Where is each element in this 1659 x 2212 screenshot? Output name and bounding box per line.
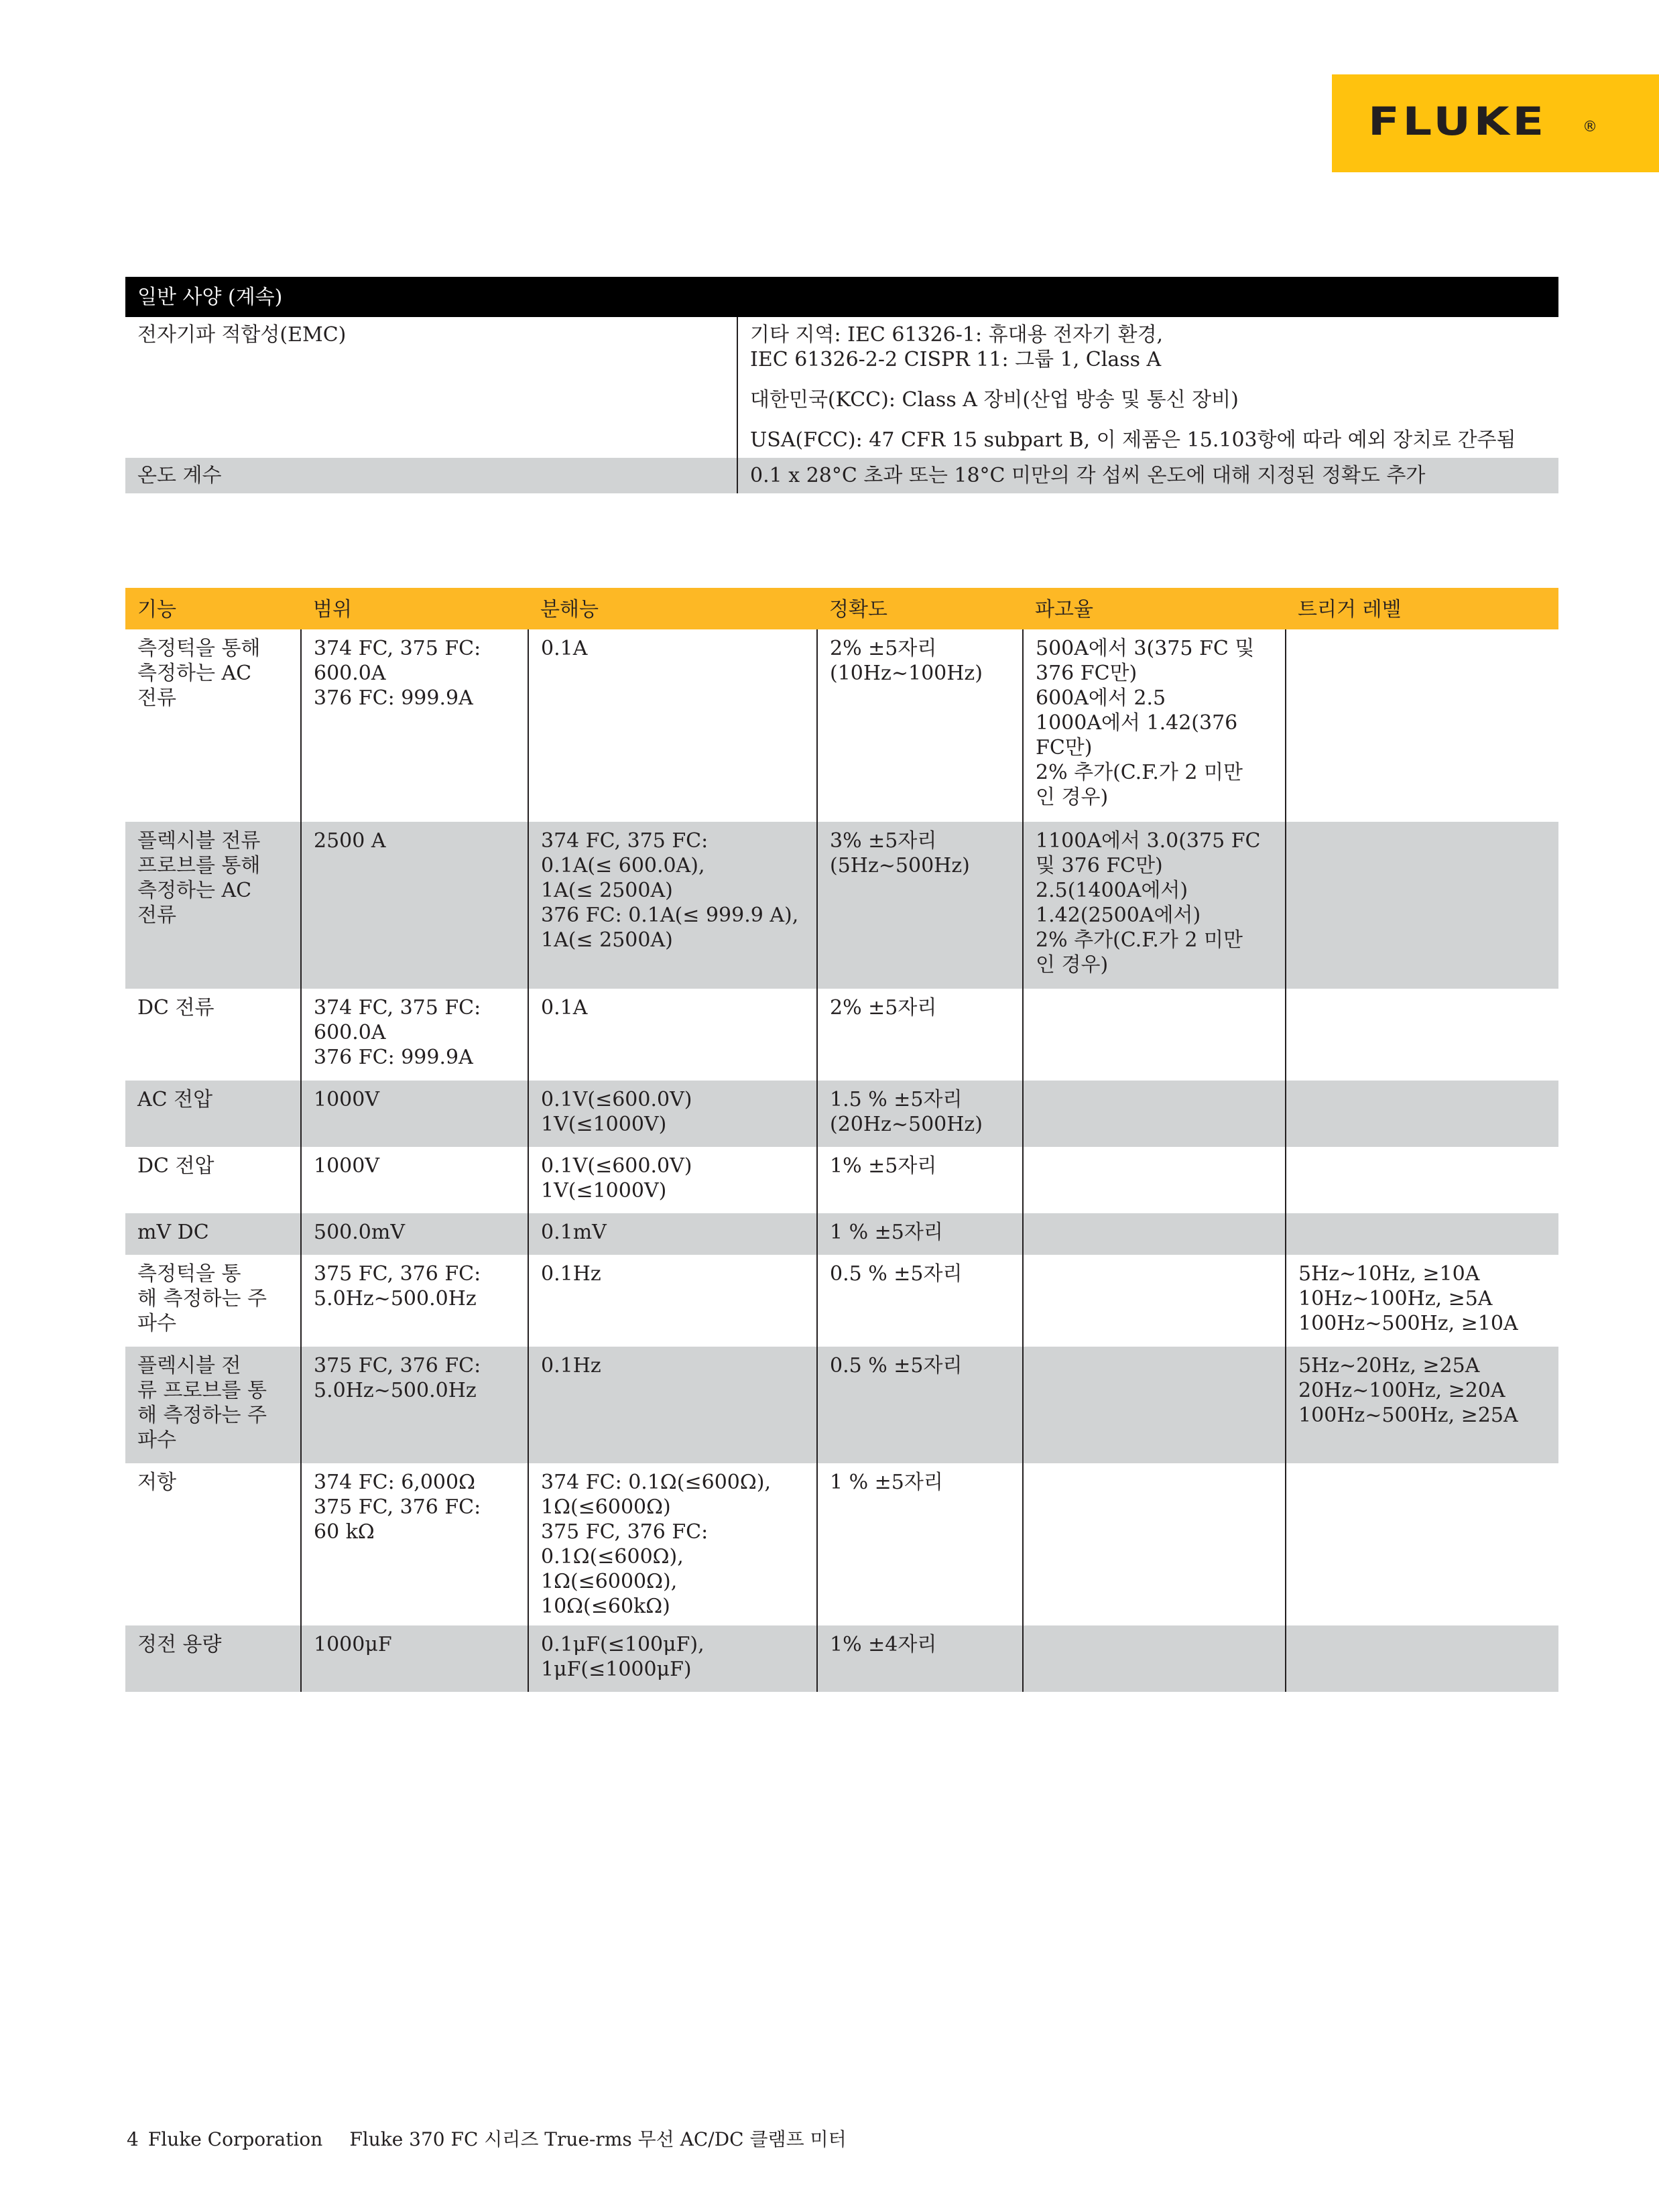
cell-crest-factor: [1023, 1147, 1286, 1213]
cell-resolution: 0.1A: [528, 629, 817, 822]
cell-accuracy: 1% ±4자리: [817, 1625, 1023, 1692]
cell-accuracy: 0.5 % ±5자리: [817, 1347, 1023, 1463]
cell-crest-factor: [1023, 1625, 1286, 1692]
table-row: [125, 1255, 1558, 1347]
cell-resolution: 0.1V(≤600.0V) 1V(≤1000V): [528, 1147, 817, 1213]
table-row: [125, 1463, 1558, 1625]
cell-function: DC 전류: [125, 989, 301, 1081]
cell-trigger-level: [1286, 989, 1558, 1081]
table-row: [125, 1147, 1558, 1213]
cell-accuracy: 1% ±5자리: [817, 1147, 1023, 1213]
spec-value-line: 대한민국(KCC): Class A 장비(산업 방송 및 통신 장비): [750, 388, 1239, 412]
cell-accuracy: 1 % ±5자리: [817, 1213, 1023, 1255]
fluke-logo: [1332, 74, 1659, 172]
cell-trigger-level: 5Hz~10Hz, ≥10A 10Hz~100Hz, ≥5A 100Hz~500Hz, ≥10A: [1298, 1262, 1518, 1335]
cell-function: 플렉시블 전류 프로브를 통해 측정하는 AC 전류: [125, 822, 301, 989]
cell-function: 측정턱을 통해 측정하는 AC 전류: [125, 629, 301, 822]
cell-function: AC 전압: [125, 1081, 301, 1147]
footer-title: Fluke 370 FC 시리즈 True-rms 무선 AC/DC 클램프 미터: [349, 2128, 847, 2150]
cell-resolution: 0.1V(≤600.0V) 1V(≤1000V): [528, 1081, 817, 1147]
cell-range: 374 FC, 375 FC: 600.0A 376 FC: 999.9A: [301, 629, 528, 822]
col-header-accuracy: 정확도: [817, 588, 1023, 629]
cell-range: 1000V: [301, 1147, 528, 1213]
cell-crest-factor: 1100A에서 3.0(375 FC 및 376 FC만) 2.5(1400A에서) 1.42(2500A에서) 2% 추가(C.F.가 2 미만 인 경우): [1023, 822, 1286, 989]
cell-trigger-level: [1286, 1213, 1558, 1255]
table-row: [125, 458, 1558, 493]
cell-resolution: 374 FC: 0.1Ω(≤600Ω), 1Ω(≤6000Ω) 375 FC, 376 FC: 0.1Ω(≤600Ω), 1Ω(≤6000Ω), 10Ω(≤60kΩ): [528, 1463, 817, 1625]
cell-trigger-level: [1286, 1147, 1558, 1213]
spec-value: [737, 317, 1558, 458]
cell-range: 500.0mV: [301, 1213, 528, 1255]
cell-crest-factor: [1023, 989, 1286, 1081]
cell-function: DC 전압: [125, 1147, 301, 1213]
cell-range: 1000V: [301, 1081, 528, 1147]
cell-range: 375 FC, 376 FC: 5.0Hz~500.0Hz: [301, 1255, 528, 1347]
footer-company: Fluke Corporation: [147, 2128, 323, 2150]
registered-mark: ®: [1583, 119, 1597, 135]
table-row: [125, 989, 1558, 1081]
cell-resolution: 0.1mV: [528, 1213, 817, 1255]
cell-trigger-level: [1286, 822, 1558, 989]
cell-accuracy: 2% ±5자리: [817, 989, 1023, 1081]
cell-crest-factor: [1023, 1463, 1286, 1625]
cell-resolution: 0.1A: [528, 989, 817, 1081]
col-header-range: 범위: [301, 588, 528, 629]
section-title: 일반 사양 (계속): [125, 277, 1558, 317]
table-row: [125, 1081, 1558, 1147]
spec-value: [737, 458, 1558, 493]
col-header-trigger-level: 트리거 레벨: [1286, 588, 1558, 629]
cell-trigger-level: [1286, 1463, 1558, 1625]
cell-range: 374 FC: 6,000Ω 375 FC, 376 FC: 60 kΩ: [301, 1463, 528, 1625]
cell-function: 정전 용량: [125, 1625, 301, 1692]
cell-trigger-level: [1286, 1081, 1558, 1147]
page-footer: [127, 2125, 847, 2152]
cell-crest-factor: [1023, 1213, 1286, 1255]
cell-function: mV DC: [125, 1213, 301, 1255]
table-row: [125, 317, 1558, 458]
cell-trigger-level: 5Hz~20Hz, ≥25A 20Hz~100Hz, ≥20A 100Hz~500Hz, ≥25A: [1286, 1347, 1558, 1463]
table-row: [125, 1213, 1558, 1255]
cell-resolution: 0.1μF(≤100μF), 1μF(≤1000μF): [528, 1625, 817, 1692]
page-number: 4: [127, 2128, 139, 2150]
cell-accuracy: 3% ±5자리 (5Hz~500Hz): [817, 822, 1023, 989]
cell-function: 저항: [125, 1463, 301, 1625]
measurement-specs-table: [125, 588, 1558, 1692]
table-row: [125, 1347, 1558, 1463]
cell-range: 374 FC, 375 FC: 600.0A 376 FC: 999.9A: [301, 989, 528, 1081]
cell-crest-factor: [1023, 1255, 1286, 1347]
cell-accuracy: 1.5 % ±5자리 (20Hz~500Hz): [817, 1081, 1023, 1147]
cell-crest-factor: [1023, 1347, 1286, 1463]
cell-function: 측정턱을 통 해 측정하는 주 파수: [125, 1255, 301, 1347]
cell-accuracy: 0.5 % ±5자리: [817, 1255, 1023, 1347]
cell-range: 1000μF: [301, 1625, 528, 1692]
cell-resolution: 0.1Hz: [528, 1255, 817, 1347]
cell-range: 375 FC, 376 FC: 5.0Hz~500.0Hz: [301, 1347, 528, 1463]
cell-range: 2500 A: [301, 822, 528, 989]
col-header-resolution: 분해능: [528, 588, 817, 629]
cell-function: 플렉시블 전 류 프로브를 통 해 측정하는 주 파수: [125, 1347, 301, 1463]
cell-crest-factor: [1023, 1081, 1286, 1147]
general-specs-table: [125, 277, 1558, 493]
cell-accuracy: 2% ±5자리 (10Hz~100Hz): [817, 629, 1023, 822]
header-row: [125, 588, 1558, 629]
cell-crest-factor: 500A에서 3(375 FC 및 376 FC만) 600A에서 2.5 1000A에서 1.42(376 FC만) 2% 추가(C.F.가 2 미만 인 경우): [1023, 629, 1286, 822]
table-row: [125, 822, 1558, 989]
table-row: [125, 1625, 1558, 1692]
logo-wordmark: FLUKE: [1368, 99, 1547, 144]
cell-resolution: 0.1Hz: [528, 1347, 817, 1463]
spec-value-line: 기타 지역: IEC 61326-1: 휴대용 전자기 환경, IEC 61326-2-2 CISPR 11: 그룹 1, Class A: [750, 323, 1164, 371]
cell-trigger-level: [1286, 629, 1558, 822]
spec-label: 전자기파 적합성(EMC): [125, 317, 737, 458]
cell-trigger-level: [1286, 1625, 1558, 1692]
col-header-crest-factor: 파고율: [1023, 588, 1286, 629]
cell-accuracy: 1 % ±5자리: [817, 1463, 1023, 1625]
spec-value-line: USA(FCC): 47 CFR 15 subpart B, 이 제품은 15.103항에 따라 예외 장치로 간주됨: [750, 428, 1516, 452]
spec-label: 온도 계수: [125, 458, 737, 493]
spec-value-line: 0.1 x 28°C 초과 또는 18°C 미만의 각 섭씨 온도에 대해 지정된 정확도 추가: [750, 464, 1426, 487]
table-row: [125, 629, 1558, 822]
col-header-function: 기능: [125, 588, 301, 629]
cell-resolution: 374 FC, 375 FC: 0.1A(≤ 600.0A), 1A(≤ 2500A) 376 FC: 0.1A(≤ 999.9 A), 1A(≤ 2500A): [528, 822, 817, 989]
